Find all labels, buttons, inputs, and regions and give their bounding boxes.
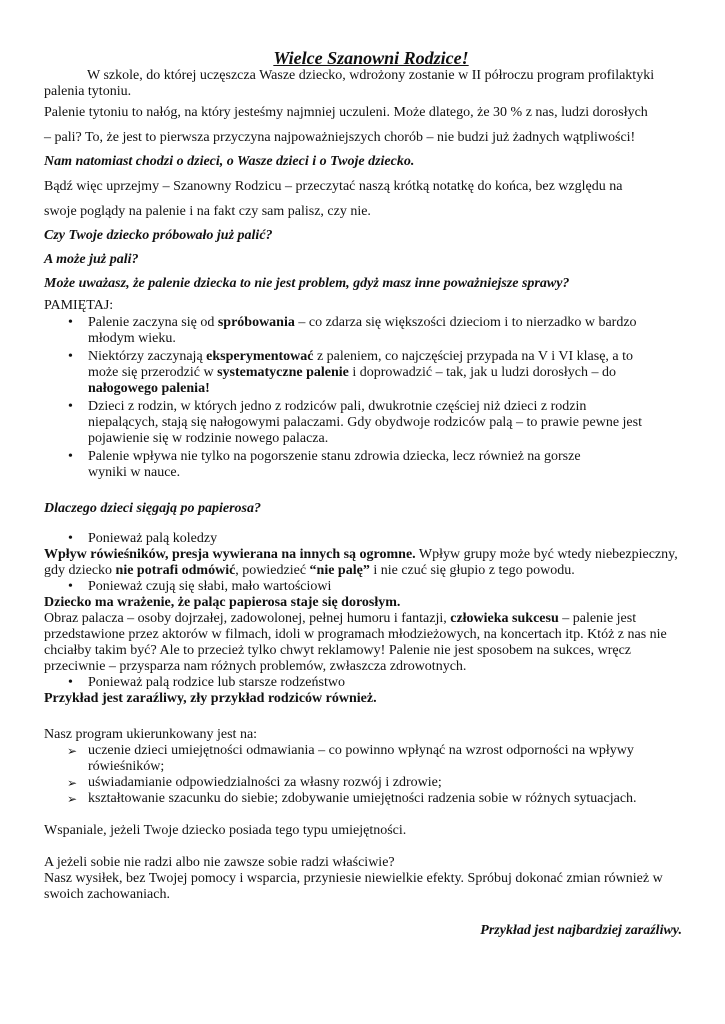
remember-item [88, 449, 682, 481]
why-reason-2-bold: Dziecko ma wrażenie, że paląc papierosa staje się dorosłym. [44, 595, 401, 610]
bold-segment: systematyczne palenie [217, 365, 349, 380]
text-segment: Niektórzy zaczynają [88, 349, 207, 364]
text-segment: Dzieci z rodzin, w których jedno z rodziców pali, dwukrotnie częściej niż dzieci z rodzin niepalących, stają się nałogowymi palaczami. Gdy obydwoje rodziców palą – to prawie pewne jest pojawienie się w rodzinie nowego palacza. [88, 399, 642, 446]
closing-paragraph-1: Wspaniale, jeżeli Twoje dziecko posiada tego typu umiejętności. [44, 823, 407, 838]
question-2: A może już pali? [44, 252, 139, 267]
page-title: Wielce Szanowni Rodzice! [273, 48, 469, 68]
why-reason-3-bold: Przykład jest zaraźliwy, zły przykład rodziców również. [44, 691, 377, 706]
remember-list [44, 315, 682, 481]
question-1: Czy Twoje dziecko próbowało już palić? [44, 228, 273, 243]
bold-segment: Wpływ rówieśników, presja wywierana na innych są ogromne. [44, 547, 416, 562]
why-reason-2: • Ponieważ czują się słabi, mało wartościowi [88, 579, 682, 595]
program-heading: Nasz program ukierunkowany jest na: [44, 727, 258, 742]
intro-paragraph-1: W szkole, do której uczęszcza Wasze dziecko, wdrożony zostanie w II półroczu program profilaktyki palenia tytoniu. [44, 68, 655, 99]
text-segment: wyniki w nauce. [88, 465, 181, 480]
why-reason-1-text [44, 547, 682, 579]
why-reason-1-list [44, 531, 682, 547]
text-segment: – palenie jest przedstawione przez aktorów w filmach, idoli w programach młodzieżowych, na koncertach itp. Któż z nas nie chciałby takim być? Ale to przecież tylko chwyt reklamowy! Palenie nie jest sposobem na sukces, wręcz przeciwnie – przysparza nam różnych problemów, zwłaszcza zdrowotnych. [44, 611, 667, 674]
remember-item [88, 399, 682, 447]
closing-paragraph-2b: Nasz wysiłek, bez Twojej pomocy i wsparcia, przyniesie niewielkie efekty. Spróbuj dokonać zmian również w swoich zachowaniach. [44, 871, 663, 902]
text-segment: Wpływ grupy może być wtedy niebezpieczny, gdy dziecko [44, 547, 678, 578]
program-item: ➢ uczenie dzieci umiejętności odmawiania – co powinno wpłynąć na wzrost odporności na wpływy rówieśników; [88, 743, 682, 775]
bold-segment: człowieka sukcesu [450, 611, 559, 626]
text-segment: i doprowadzić – tak, jak u ludzi dorosłych – do [348, 365, 616, 380]
text-segment: – co zdarza się większości dzieciom i to nierzadko w bardzo młodym wieku. [88, 315, 637, 346]
intro-paragraph-3a: Bądź więc uprzejmy – Szanowny Rodzicu – przeczytać naszą krótką notatkę do końca, bez względu na [44, 179, 623, 194]
bold-segment: nie potrafi odmówić [115, 563, 236, 578]
closing-paragraph-2a: A jeżeli sobie nie radzi albo nie zawsze sobie radzi właściwie? [44, 855, 395, 870]
intro-paragraph-2a: Palenie tytoniu to nałóg, na który jesteśmy najmniej uczuleni. Może dlatego, że 30 % z nas, ludzi dorosłych [44, 105, 648, 120]
text-segment: , powiedzieć [235, 563, 310, 578]
program-item: ➢ kształtowanie szacunku do siebie; zdobywanie umiejętności radzenia sobie w różnych sytuacjach. [88, 791, 682, 807]
why-reason-2-list [44, 579, 682, 595]
why-reason-2-text [44, 611, 682, 675]
program-list [44, 743, 682, 807]
program-item: ➢ uświadamianie odpowiedzialności za własny rozwój i zdrowie; [88, 775, 682, 791]
why-heading: Dlaczego dzieci sięgają po papierosa? [44, 501, 261, 516]
text-segment: Palenie wpływa nie tylko na pogorszenie stanu zdrowia dziecka, lecz również na gorsze [88, 449, 581, 464]
intro-bold-statement: Nam natomiast chodzi o dzieci, o Wasze dzieci i o Twoje dziecko. [44, 154, 415, 169]
text-segment: z paleniem, co najczęściej przypada na V i VI klasę, a to może się przerodzić w [88, 349, 634, 380]
bold-segment: “nie palę” [309, 563, 370, 578]
bold-segment: spróbowania [217, 315, 295, 330]
remember-heading: PAMIĘTAJ: [44, 298, 114, 313]
text-segment: Palenie zaczyna się od [88, 315, 218, 330]
remember-item [88, 349, 682, 397]
why-reason-3-list [44, 675, 682, 691]
closing-final-statement: Przykład jest najbardziej zaraźliwy. [480, 923, 682, 938]
why-reason-3: • Ponieważ palą rodzice lub starsze rodzeństwo [88, 675, 682, 691]
text-segment: Obraz palacza – osoby dojrzałej, zadowolonej, pełnej humoru i fantazji, [44, 611, 451, 626]
why-reason-1: • Ponieważ palą koledzy [88, 531, 682, 547]
bold-segment: eksperymentować [206, 349, 314, 364]
intro-paragraph-2b: – pali? To, że jest to pierwsza przyczyna najpoważniejszych chorób – nie budzi już żadnych wątpliwości! [44, 130, 636, 145]
intro-paragraph-3b: swoje poglądy na palenie i na fakt czy sam palisz, czy nie. [44, 204, 371, 219]
question-3: Może uważasz, że palenie dziecka to nie jest problem, gdyż masz inne poważniejsze sprawy? [44, 276, 570, 291]
bold-segment: nałogowego palenia! [88, 381, 210, 396]
remember-item [88, 315, 682, 347]
text-segment: i nie czuć się głupio z tego powodu. [369, 563, 575, 578]
